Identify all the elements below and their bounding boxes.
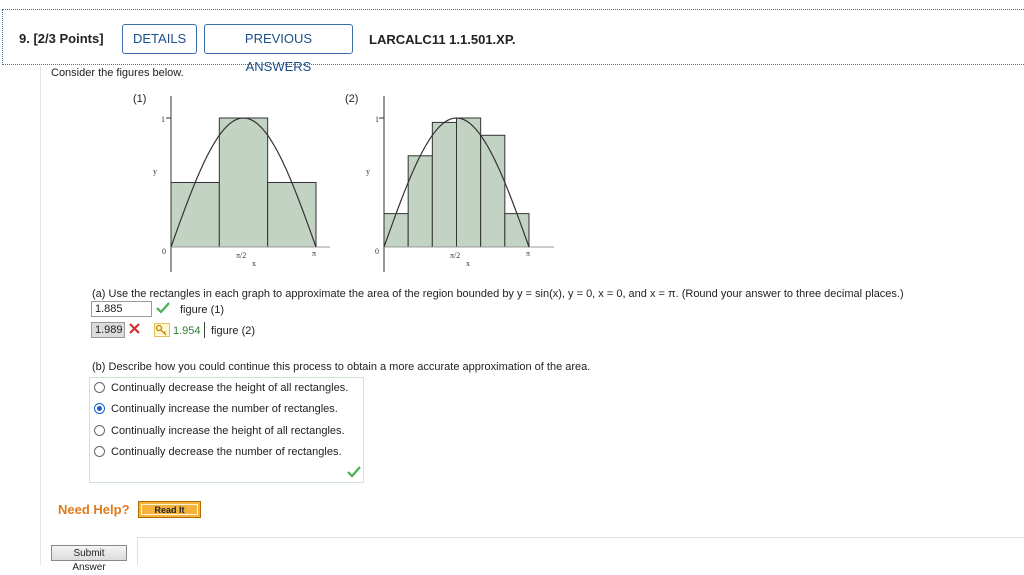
figure-1-y-tick-label: 1 — [161, 115, 165, 124]
approximation-rectangle — [481, 135, 505, 247]
approximation-rectangle — [219, 118, 267, 247]
figure-2-label: (2) — [345, 93, 359, 105]
figure-2 — [344, 88, 559, 273]
read-it-button[interactable]: Read It — [138, 501, 201, 518]
question-number: 9. [2/3 Points] — [19, 31, 104, 46]
choice-label: Continually increase the number of rectangles. — [111, 403, 338, 415]
intro-text: Consider the figures below. — [51, 67, 184, 79]
answer-figure-2-input[interactable]: 1.989 — [91, 322, 125, 338]
figure-1-x-tick-pi-half: π/2 — [236, 251, 247, 260]
previous-answers-button[interactable]: PREVIOUS ANSWERS — [204, 24, 353, 54]
figure-1-rectangles — [171, 118, 316, 247]
figure-2-y-tick-label: 1 — [375, 115, 379, 124]
correct-answer-value: 1.954 — [173, 325, 201, 337]
choice-label: Continually decrease the height of all rectangles. — [111, 382, 349, 394]
part-b-prompt: (b) Describe how you could continue this process to obtain a more accurate approximation of the area. — [92, 361, 591, 373]
divider — [137, 537, 1024, 538]
approximation-rectangle — [432, 122, 456, 247]
radio-button[interactable] — [94, 425, 105, 436]
part-a-prompt: (a) Use the rectangles in each graph to approximate the area of the region bounded by y = sin(x), y = 0, x = 0, and x = π. (Round your answer to three decimal places.) — [92, 288, 904, 300]
submit-answer-button[interactable]: Submit Answer — [51, 545, 127, 561]
need-help-label: Need Help? — [58, 502, 130, 517]
figure-1-graph — [130, 88, 330, 273]
radio-button-selected[interactable] — [94, 403, 105, 414]
figure-2-y-axis-label: y — [366, 167, 370, 176]
approximation-rectangle — [171, 183, 219, 248]
key-icon[interactable] — [154, 323, 170, 337]
figure-2-origin-label: 0 — [375, 247, 379, 256]
details-button[interactable]: DETAILS — [122, 24, 197, 54]
choice-label: Continually increase the height of all rectangles. — [111, 425, 345, 437]
figure-2-x-tick-pi: π — [526, 249, 531, 258]
content-left-border — [40, 66, 41, 565]
question-code: LARCALC11 1.1.501.XP. — [369, 32, 516, 47]
figure-1-x-axis-label: x — [252, 259, 256, 268]
figure-1-label: (1) — [133, 93, 147, 105]
approximation-rectangle — [384, 214, 408, 247]
correct-check-icon — [347, 466, 361, 478]
divider — [137, 537, 138, 565]
radio-button[interactable] — [94, 446, 105, 457]
figure-1-origin-label: 0 — [162, 247, 166, 256]
approximation-rectangle — [457, 118, 481, 247]
figure-1-x-tick-pi: π — [312, 249, 317, 258]
answer-figure-1-input[interactable]: 1.885 — [91, 301, 152, 317]
figure-2-rectangles — [384, 118, 529, 247]
figure-1 — [130, 88, 330, 273]
radio-button[interactable] — [94, 382, 105, 393]
correct-check-icon — [156, 302, 170, 314]
answer-figure-2-label: figure (2) — [211, 325, 256, 337]
text-cursor — [204, 322, 205, 338]
approximation-rectangle — [505, 214, 529, 247]
figure-2-x-axis-label: x — [466, 259, 470, 268]
approximation-rectangle — [268, 183, 316, 248]
part-b-choices — [89, 377, 364, 483]
figure-2-x-tick-pi-half: π/2 — [450, 251, 461, 260]
approximation-rectangle — [408, 156, 432, 247]
answer-figure-1-label: figure (1) — [180, 304, 225, 316]
figure-1-y-axis-label: y — [153, 167, 157, 176]
incorrect-x-icon — [129, 323, 140, 334]
figure-2-graph — [344, 88, 559, 273]
choice-label: Continually decrease the number of rectangles. — [111, 446, 342, 458]
